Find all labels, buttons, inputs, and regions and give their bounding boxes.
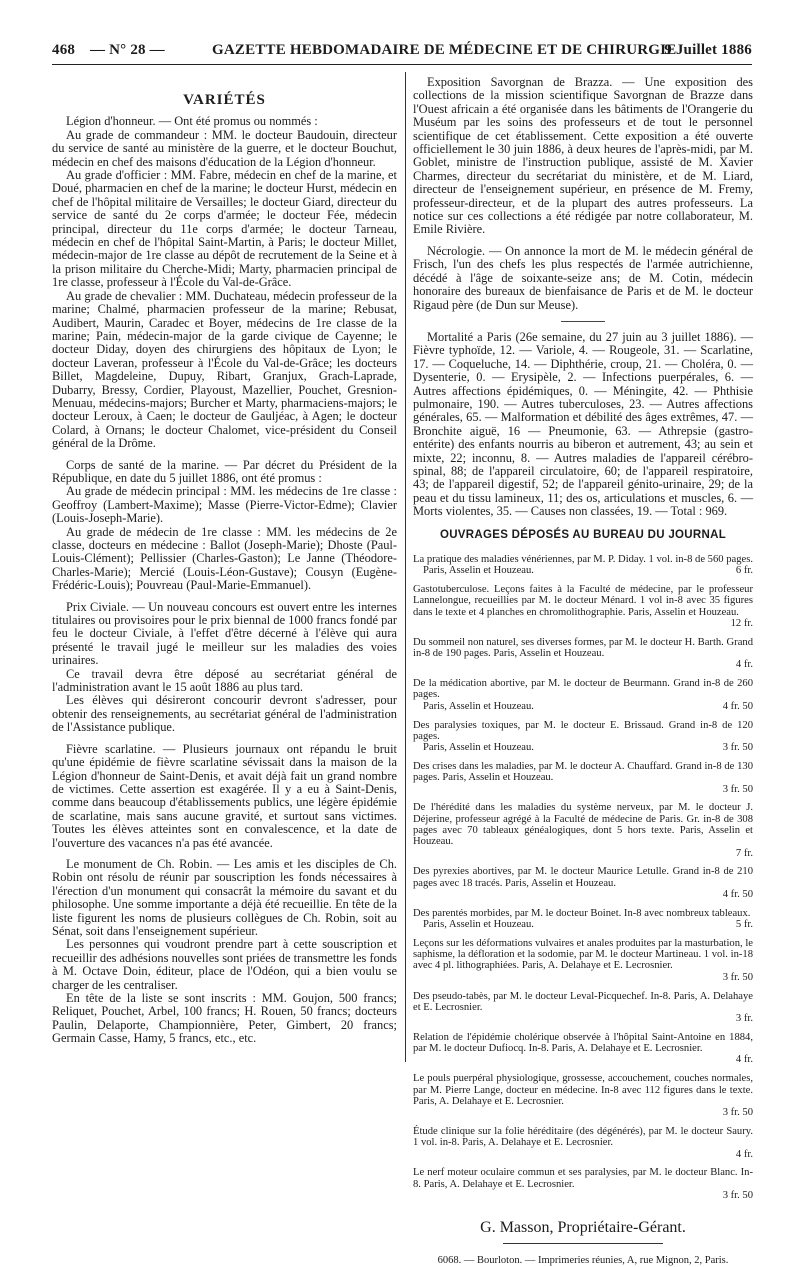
book-entry — [413, 802, 753, 858]
book-entry — [413, 1032, 753, 1066]
issue-date: 9 Juillet 1886 — [664, 42, 752, 58]
book-text: De la médication abortive, par M. le docteur de Beurmann. Grand in-8 de 260 pages. — [413, 678, 753, 701]
book-price: 4 fr. — [735, 1054, 753, 1066]
book-entry — [413, 1167, 753, 1201]
book-text: Leçons sur les déformations vulvaires et anales produites par la masturbation, le saphisme, la défloration et la sodomie, par M. le docteur Martineau. 1 vol. in-18 avec 4 pl. lithographiées. Paris, A. Delahaye et E. Lecrosnier. — [413, 937, 753, 972]
book-publisher-line — [413, 1107, 753, 1118]
book-text: Des paralysies toxiques, par M. le docteur E. Brissaud. Grand in-8 de 120 pages. — [413, 719, 753, 742]
book-text: Relation de l'épidémie cholérique observée à l'hôpital Saint-Antoine en 1884, par M. le docteur Dufiocq. In-8. Paris, A. Delahaye et E. Lecrosnier. — [413, 1031, 753, 1055]
exposition-paragraph: Exposition Savorgnan de Brazza. — Une exposition des collections de la mission scientifique Savorgnan de Brazze dans l'Ouest africain a été organisée dans les bâtiments de l'Orangerie du Muséum par les soins des professeurs et de tout le personnel scientifique de cet établissement. Cette exposition a été ouverte officiellement le 30 juin 1886, à deux heures de l'après-midi, par M. Goblet, ministre de l'instruction publique, assisté de M. Xavier Charmes, directeur du secrétariat du ministère, et de M. Liard, directeur de l'enseignement supérieur, en présence de M. Fremy, professeur-directeur, et de la plupart des autres professeurs. La notice sur ces collections a été rédigée par notre collaborateur, M. Emile Rivière. — [413, 75, 753, 237]
honneur-paragraph: Au grade d'officier : MM. Fabre, médecin en chef de la marine, et Doué, pharmacien en chef de la marine; le docteur Hurst, médecin en chef de l'hôpital militaire de Versailles; le docteur Giard, directeur du service de santé du 2e corps d'armée; le docteur Fée, médecin principal, directeur du 11e corps d'armée; le docteur Tarneau, médecin en chef de l'hôpital Saint-Martin, à Paris; le docteur Millet, médecin-major de 1re classe au dépôt de recrutement de la Seine et à la prison militaire du Cherche-Midi; Marty, pharmacien principal de 1re classe, professeur à l'École du Val-de-Grâce. — [52, 168, 397, 290]
sante-marine-paragraph: Au grade de médecin principal : MM. les médecins de 1re classe : Geoffroy (Lambert-Maxime); Masse (Pierre-Victor-Edme); Clavier (Louis-Joseph-Marie). — [52, 484, 397, 526]
honneur-intro: Légion d'honneur. — Ont été promus ou nommés : — [66, 114, 318, 129]
book-price: 7 fr. — [735, 847, 753, 859]
book-publisher-line — [413, 1190, 753, 1201]
books-title: OUVRAGES DÉPOSÉS AU BUREAU DU JOURNAL — [439, 528, 727, 541]
book-publisher-line — [413, 889, 753, 900]
book-text: Étude clinique sur la folie héréditaire (des dégénérés), par M. le docteur Saury. 1 vol. in-8. Paris, A. Delahaye et E. Lecrosnier. — [413, 1125, 753, 1149]
book-text: Le nerf moteur oculaire commun et ses paralysies, par M. le docteur Blanc. In-8. Paris, A. Delahaye et E. Lecrosnier. — [413, 1167, 753, 1190]
section-rule — [561, 321, 605, 322]
book-text: Du sommeil non naturel, ses diverses formes, par M. le docteur H. Barth. Grand in-8 de 190 pages. Paris, Asselin et Houzeau. — [413, 636, 753, 660]
book-publisher: Paris, Asselin et Houzeau. — [423, 700, 534, 712]
book-price: 4 fr. — [735, 659, 753, 671]
book-price: 4 fr. 50 — [722, 700, 753, 712]
book-text: Le pouls puerpéral physiologique, grossesse, accouchement, couches normales, par M. Pierre Lange, docteur en médecine. In-8 avec 112 figures dans le texte. Paris, A. Delahaye et E. Lecrosnier. — [413, 1073, 753, 1107]
signature: G. Masson, Propriétaire-Gérant. — [480, 1219, 686, 1237]
book-text: Des crises dans les maladies, par M. le docteur A. Chauffard. Grand in-8 de 130 pages. Paris, Asselin et Houzeau. — [413, 760, 753, 784]
book-entry — [413, 554, 753, 577]
book-entry — [413, 938, 753, 983]
printer-imprint: 6068. — Bourloton. — Imprimeries réunies, A, rue Mignon, 2, Paris. — [437, 1254, 729, 1266]
book-publisher-line — [413, 701, 753, 712]
book-entry — [413, 637, 753, 671]
robin-paragraph: En tête de la liste se sont inscrits : MM. Goujon, 500 francs; Reliquet, Pouchet, Arbel, 100 francs; H. Rouen, 50 francs; docteurs Paulin, Delaporte, Championnière, Peter, Gimbert, 20 francs; Germain Casse, Hamy, 5 francs, etc., etc. — [52, 991, 397, 1046]
book-price: 3 fr. 50 — [722, 971, 753, 983]
column-divider — [405, 72, 406, 1062]
book-publisher-line — [413, 565, 753, 576]
book-entry — [413, 678, 753, 712]
book-entry — [413, 1126, 753, 1160]
book-publisher: Paris, Asselin et Houzeau. — [423, 742, 534, 754]
book-publisher: Paris, Asselin et Houzeau. — [423, 919, 534, 931]
robin-paragraph: Le monument de Ch. Robin. — Les amis et les disciples de Ch. Robin ont résolu de réunir par souscription les fonds nécessaires à l'érection d'un monument qui consacrât la mémoire du savant et du philosophe. Une somme importante a déjà été recueillie. En tête de la liste figurent les noms de plusieurs collègues de Ch. Robin, soit au Sénat, soit dans l'enseignement supérieur. — [52, 856, 397, 938]
book-publisher-line — [413, 659, 753, 670]
book-entry — [413, 1073, 753, 1118]
sante-marine-paragraph: Au grade de médecin de 1re classe : MM. les médecins de 2e classe, docteurs en médecine : Ballot (Joseph-Marie); Dhoste (Paul-Louis-Clément); Pellissier (Charles-Gaston); Le Janne (Théodore-Charles-Marie); Mercié (Louis-Léon-Gustave); Cousyn (Eugène-Frédéric-Louis); Pouvreau (Paul-Marie-Emmanuel). — [52, 524, 397, 593]
robin-paragraph: Les personnes qui voudront prendre part à cette souscription et recueillir des adhésions nouvelles sont priées de transmettre les fonds à M. Octave Doin, éditeur, place de l'Odéon, qui a bien voulu se charger de les centraliser. — [52, 937, 397, 992]
book-price: 5 fr. — [735, 919, 753, 931]
book-price: 3 fr. 50 — [722, 1189, 753, 1201]
fievre-scarlatine-paragraph: Fièvre scarlatine. — Plusieurs journaux ont répandu le bruit qu'une épidémie de fièvre scarlatine sévissait dans la maison de la Légion d'honneur de Saint-Denis, et avait déjà fait un grand nombre de victimes. Cette assertion est exagérée. Il y a eu à Saint-Denis, comme dans beaucoup d'établissements publics, une légère épidémie de scarlatine, mais sans aucune gravité, et surtout sans victimes. Toutes les élèves atteintes sont en convalescence, et la date de l'ouverture des vacances n'a pas été avancée. — [52, 741, 397, 850]
book-price: 3 fr. 50 — [722, 783, 753, 795]
book-publisher: Paris, Asselin et Houzeau. — [423, 565, 534, 577]
book-price: 3 fr. — [735, 1013, 753, 1025]
book-publisher-line — [413, 618, 753, 629]
book-entry — [413, 584, 753, 629]
book-publisher-line — [413, 1054, 753, 1065]
page-header — [52, 40, 752, 65]
book-price: 3 fr. 50 — [722, 742, 753, 754]
book-price: 4 fr. — [735, 1148, 753, 1160]
honneur-paragraph: Au grade de commandeur : MM. le docteur Baudouin, directeur du service de santé au ministère de la guerre, et le docteur Bouchut, médecin en chef des maisons d'éducation de la Légion d'honneur. — [52, 127, 397, 169]
book-publisher-line — [413, 784, 753, 795]
book-publisher-line — [413, 1013, 753, 1024]
mortalite-paragraph: Mortalité a Paris (26e semaine, du 27 juin au 3 juillet 1886). — Fièvre typhoïde, 12. — Variole, 4. — Rougeole, 31. — Scarlatine, 17. — Coqueluche, 14. — Diphthérie, croup, 21. — Choléra, 0. — Dysenterie, 0. — Erysipèle, 2. — Infections puerpérales, 6. — Autres affections épidémiques, 0. — Méningite, 42. — Phthisie pulmonaire, 190. — Autres tuberculoses, 23. — Autres affections générales, 65. — Malformation et débilité des âges extrêmes, 47. — Bronchite aiguë, 16 — Pneumonie, 63. — Athrepsie (gastro-entérite) des enfants nourris au biberon et autrement, 43; au sein et mixte, 22; inconnu, 8. — Autres maladies de l'appareil cérébro-spinal, 88; de l'appareil circulatoire, 60; de l'appareil respiratoire, 43; de l'appareil digestif, 52; de l'appareil génito-urinaire, 29; de la peau et du tissu lamineux, 11; des os, articulations et muscles, 6. — Morts violentes, 35. — Causes non classées, 19. — Total : 969. — [413, 329, 753, 519]
book-text: Des parentés morbides, par M. le docteur Boinet. In-8 avec nombreux tableaux. — [413, 907, 751, 919]
book-publisher-line — [413, 972, 753, 983]
book-publisher-line — [413, 1149, 753, 1160]
issue-number: — N° 28 — — [90, 42, 165, 58]
prix-civiale-paragraph: Prix Civiale. — Un nouveau concours est ouvert entre les internes titulaires ou provisoires pour le prix biennal de 1000 francs fondé par feu le docteur Civiale, à l'effet d'être décerné à l'élève qui aura présenté le travail jugé le meilleur sur les maladies des voies urinaires. — [52, 599, 397, 668]
book-entry — [413, 908, 753, 931]
book-text: Gastotuberculose. Leçons faites à la Faculté de médecine, par le professeur Lannelongue, recueillies par M. le docteur Ménard. 1 vol in-8 avec 35 figures dans le texte et 4 planches en chromolithographie. Paris, Asselin et Houzeau. — [413, 584, 753, 618]
necrologie-paragraph: Nécrologie. — On annonce la mort de M. le médecin général de Frisch, l'un des chefs les plus respectés de l'armée autrichienne, décédé à l'âge de soixante-seize ans; de M. Cotin, médecin honoraire des bureaux de bienfaisance de Paris et de M. le docteur Rigaud père (de Dun sur Meuse). — [413, 243, 753, 312]
left-column — [52, 76, 397, 1046]
book-entry — [413, 720, 753, 754]
book-entry — [413, 761, 753, 795]
page-number: 468 — [52, 42, 76, 58]
book-price: 3 fr. 50 — [722, 1107, 753, 1119]
book-text: Des pseudo-tabès, par M. le docteur Leval-Picquechef. In-8. Paris, A. Delahaye et E. Lecrosnier. — [413, 990, 753, 1013]
book-publisher-line — [413, 742, 753, 753]
book-publisher-line — [413, 919, 753, 930]
book-price: 6 fr. — [735, 565, 753, 577]
book-price: 12 fr. — [730, 617, 753, 629]
honneur-paragraph: Au grade de chevalier : MM. Duchateau, médecin professeur de la marine; Chalmé, pharmacien professeur de la marine; Rebusat, Audibert, Maurin, Caradec et Boyer, médecins de 1re classe de la marine; Pain, médecin-major de la garde civique de Cayenne; le docteur Diday, doyen des chirurgiens des hôpitaux de Lyon; le docteur Laveran, professeur à l'École du Val-de-Grâce; les docteurs Billet, Magdeleine, Dupuy, Ribart, Granjux, Grach-Laprade, Dubarry, Bressy, Cordier, Playoust, Mazellier, Pouchet, Gresnion-Menuau, médecins-majors; Burcher et Marty, pharmaciens-majors; le docteur Leroux, à Caen; le docteur de Gauljéac, à Agen; le docteur Colard, à Ornans; le docteur Chalomet, vice-président du Conseil général de la Drôme. — [52, 288, 397, 451]
book-entry — [413, 991, 753, 1025]
right-column — [413, 76, 753, 1267]
journal-title: GAZETTE HEBDOMADAIRE DE MÉDECINE ET DE CHIRURGIE — [212, 42, 677, 58]
book-entry — [413, 866, 753, 900]
prix-civiale-paragraph: Les élèves qui désireront concourir devront s'adresser, pour obtenir des renseignements, au secrétariat général de l'administration de l'Assistance publique. — [52, 693, 397, 735]
books-list — [413, 554, 753, 1201]
book-text: Des pyrexies abortives, par M. le docteur Maurice Letulle. Grand in-8 de 210 pages avec 18 tracés. Paris, Asselin et Houzeau. — [413, 866, 753, 889]
book-text: La pratique des maladies vénériennes, par M. P. Diday. 1 vol. in-8 de 560 pages. — [413, 554, 753, 565]
book-price: 4 fr. 50 — [722, 888, 753, 900]
book-text: De l'hérédité dans les maladies du système nerveux, par M. le docteur J. Déjerine, professeur agrégé à la Faculté de médecine de Paris. Gr. in-8 de 308 pages avec 70 tableaux généalogiques, dont 5 hors texte. Paris, Asselin et Houzeau. — [413, 802, 753, 848]
sante-marine-intro: Corps de santé de la marine. — Par décret du Président de la République, en date du 5 juillet 1886, ont été promus : — [52, 457, 397, 485]
section-title: VARIÉTÉS — [183, 92, 266, 108]
footer-rule — [503, 1243, 663, 1244]
book-publisher-line — [413, 848, 753, 859]
prix-civiale-paragraph: Ce travail devra être déposé au secrétariat général de l'administration avant le 15 août 1886 au plus tard. — [52, 666, 397, 695]
